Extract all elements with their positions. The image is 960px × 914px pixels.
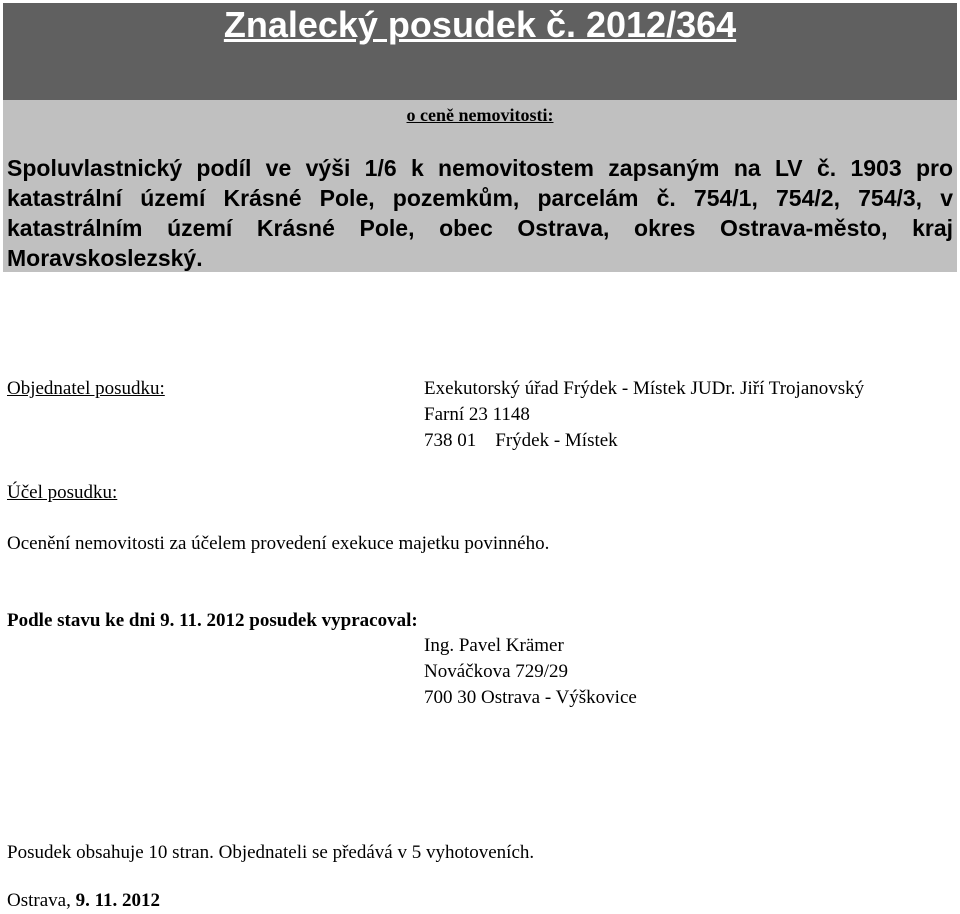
client-street: Farní 23 1148 (424, 404, 530, 425)
place-date (7, 889, 160, 913)
place: Ostrava, (7, 890, 76, 911)
author-name: Ing. Pavel Krämer (424, 635, 564, 656)
purpose-text: Ocenění nemovitosti za účelem provedení exekuce majetku povinného. (7, 533, 550, 554)
author-street: Nováčkova 729/29 (424, 661, 569, 682)
subject-description: Spoluvlastnický podíl ve výši 1/6 k nemovitostem zapsaným na LV č. 1903 pro katastrální území Krásné Pole, pozemkům, parcelám č. 754/1, 754/2, 754/3, v katastrálním území Krásné Pole, obec Ostrava, okres Ostrava-město, kraj Moravskoslezský. (7, 155, 953, 271)
client-name: Exekutorský úřad Frýdek - Místek JUDr. Jiří Trojanovský (424, 378, 865, 399)
document-title: Znalecký posudek č. 2012/364 (223, 4, 737, 45)
client-city: 738 01 Frýdek - Místek (424, 430, 618, 451)
client-label: Objednatel posudku: (7, 378, 165, 399)
date: 9. 11. 2012 (75, 890, 161, 911)
subheading: o ceně nemovitosti: (406, 105, 554, 125)
pages-note: Posudek obsahuje 10 stran. Objednateli se předává v 5 vyhotoveních. (7, 842, 535, 863)
author-city: 700 30 Ostrava - Výškovice (424, 687, 637, 708)
author-heading: Podle stavu ke dni 9. 11. 2012 posudek vypracoval: (7, 610, 418, 631)
purpose-label: Účel posudku: (7, 482, 118, 503)
